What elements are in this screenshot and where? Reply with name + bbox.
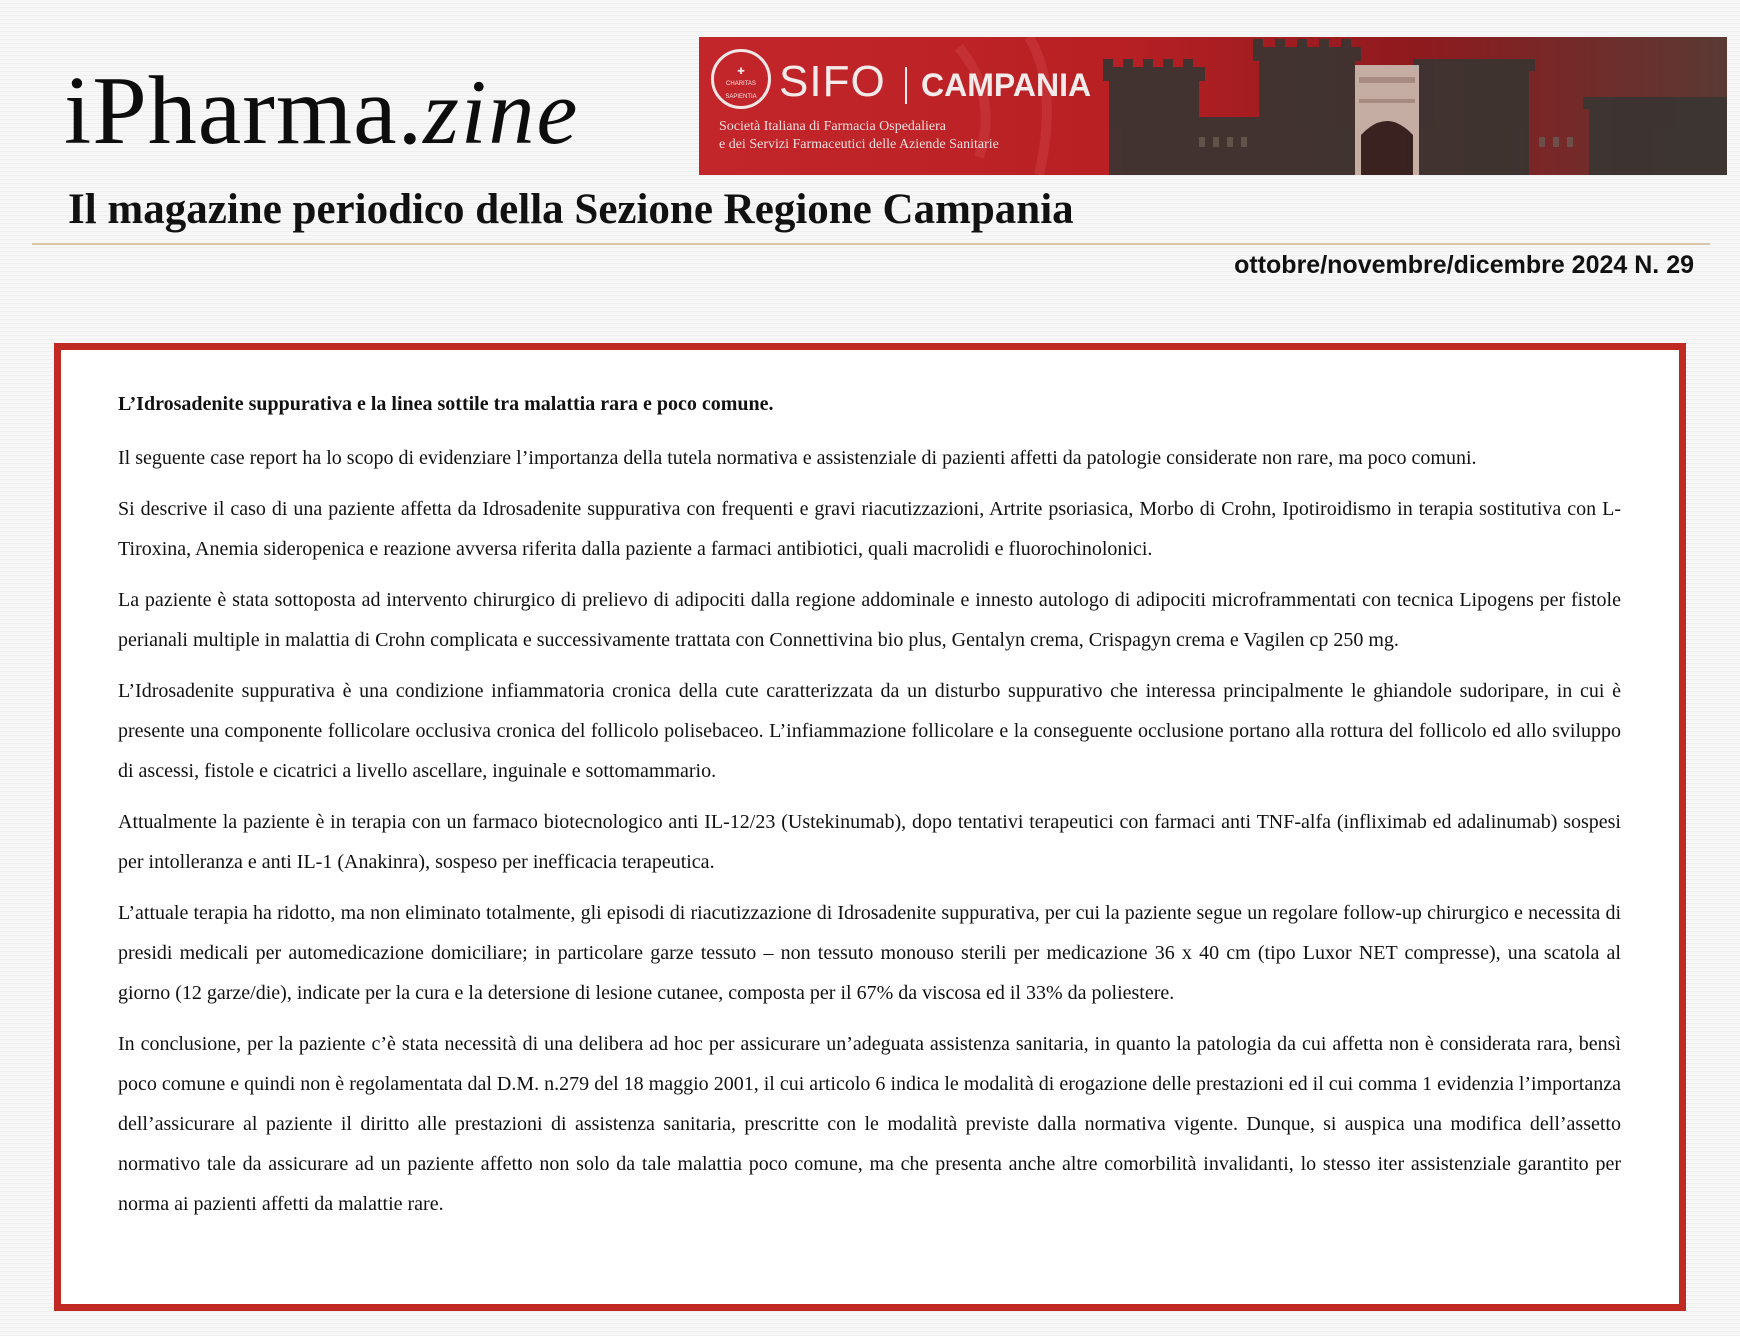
article-paragraph-4: L’Idrosadenite suppurativa è una condizione infiammatoria cronica della cute caratterizzata da un disturbo suppurativo che interessa principalmente le ghiandole sudoripare, in cui è presente una componente follicolare occlusiva cronica del follicolo polisebaceo. L’infiammazione follicolare e la conseguente occlusione portano alla rottura del follicolo ed allo sviluppo di ascessi, fistole e cicatrici a livello ascellare, inguinale e sottomammario.: [118, 680, 1621, 782]
banner-org-name: SIFO: [779, 57, 886, 106]
magazine-tagline: Il magazine periodico della Sezione Regione Campania: [68, 186, 1074, 233]
article-paragraph-5: Attualmente la paziente è in terapia con un farmaco biotecnologico anti IL-12/23 (Ustekinumab), dopo tentativi terapeutici con farmaci anti TNF-alfa (infliximab ed adalinumab) sospesi per intolleranza e anti IL-1 (Anakinra), sospeso per inefficacia terapeutica.: [118, 811, 1621, 873]
article-paragraph-3: La paziente è stata sottoposta ad intervento chirurgico di prelievo di adipociti dalla regione addominale e innesto autologo di adipociti microframmentati con tecnica Lipogens per fistole perianali multiple in malattia di Crohn complicata e successivamente trattata con Connettivina bio plus, Gentalyn crema, Crispagyn crema e Vagilen cp 250 mg.: [118, 589, 1621, 651]
sifo-campania-banner: [699, 37, 1727, 175]
logo-main-text: iPharma.: [64, 57, 424, 165]
article-paragraph-2: Si descrive il caso di una paziente affetta da Idrosadenite suppurativa con frequenti e gravi riacutizzazioni, Artrite psoriasica, Morbo di Crohn, Ipotiroidismo in terapia sostitutiva con L-Tiroxina, Anemia sideropenica e reazione avversa riferita dalla paziente a farmaci antibiotici, quali macrolidi e fluorochinolonici.: [118, 498, 1621, 560]
article-title: L’Idrosadenite suppurativa e la linea sottile tra malattia rara e poco comune.: [118, 393, 774, 415]
magazine-logo: [64, 57, 580, 165]
article-box: [54, 343, 1686, 1311]
article-paragraph-7: In conclusione, per la paziente c’è stata necessità di una delibera ad hoc per assicurare un’adeguata assistenza sanitaria, in quanto la patologia da cui affetta non è considerata rara, bensì poco comune e quindi non è regolamentata dal D.M. n.279 del 18 maggio 2001, il cui articolo 6 indica le modalità di erogazione delle prestazioni ed il cui comma 1 evidenzia l’importanza dell’assicurare al paziente il diritto alle prestazioni di assistenza sanitaria, prescritte con le modalità previste dalla normativa vigente. Dunque, si auspica una modifica dell’assetto normativo tale da assicurare ad un paziente affetto non solo da tale malattia poco comune, ma che presenta anche altre comorbilità invalidanti, lo stesso iter assistenziale garantito per norma ai pazienti affetti da malattie rare.: [118, 1033, 1621, 1215]
banner-region-name: CAMPANIA: [905, 67, 1091, 104]
issue-date: ottobre/novembre/dicembre 2024 N. 29: [1234, 251, 1694, 279]
article-paragraph-6: L’attuale terapia ha ridotto, ma non eliminato totalmente, gli episodi di riacutizzazione di Idrosadenite suppurativa, per cui la paziente segue un regolare follow-up chirurgico e necessita di presidi medicali per automedicazione domiciliare; in particolare garze tessuto – non tessuto monouso sterili per medicazione 36 x 40 cm (tipo Luxor NET compresse), una scatola al giorno (12 garze/die), indicate per la cura e la detersione di lesione cutanee, composta per il 67% da viscosa ed il 33% da poliestere.: [118, 902, 1621, 1004]
banner-subtitle-line2: e dei Servizi Farmaceutici delle Aziende Sanitarie: [719, 137, 999, 152]
banner-subtitle-line1: Società Italiana di Farmacia Ospedaliera: [719, 119, 947, 134]
seal-text: CHARITAS SAPIENTIA: [725, 81, 757, 100]
logo-suffix-text: zine: [423, 61, 580, 163]
article-paragraph-1: Il seguente case report ha lo scopo di evidenziare l’importanza della tutela normativa e assistenziale di pazienti affetti da patologie considerate non rare, ma poco comuni.: [118, 447, 1477, 469]
header-divider: [32, 243, 1710, 245]
sifo-seal-icon: ✚ CHARITAS SAPIENTIA: [711, 49, 771, 109]
